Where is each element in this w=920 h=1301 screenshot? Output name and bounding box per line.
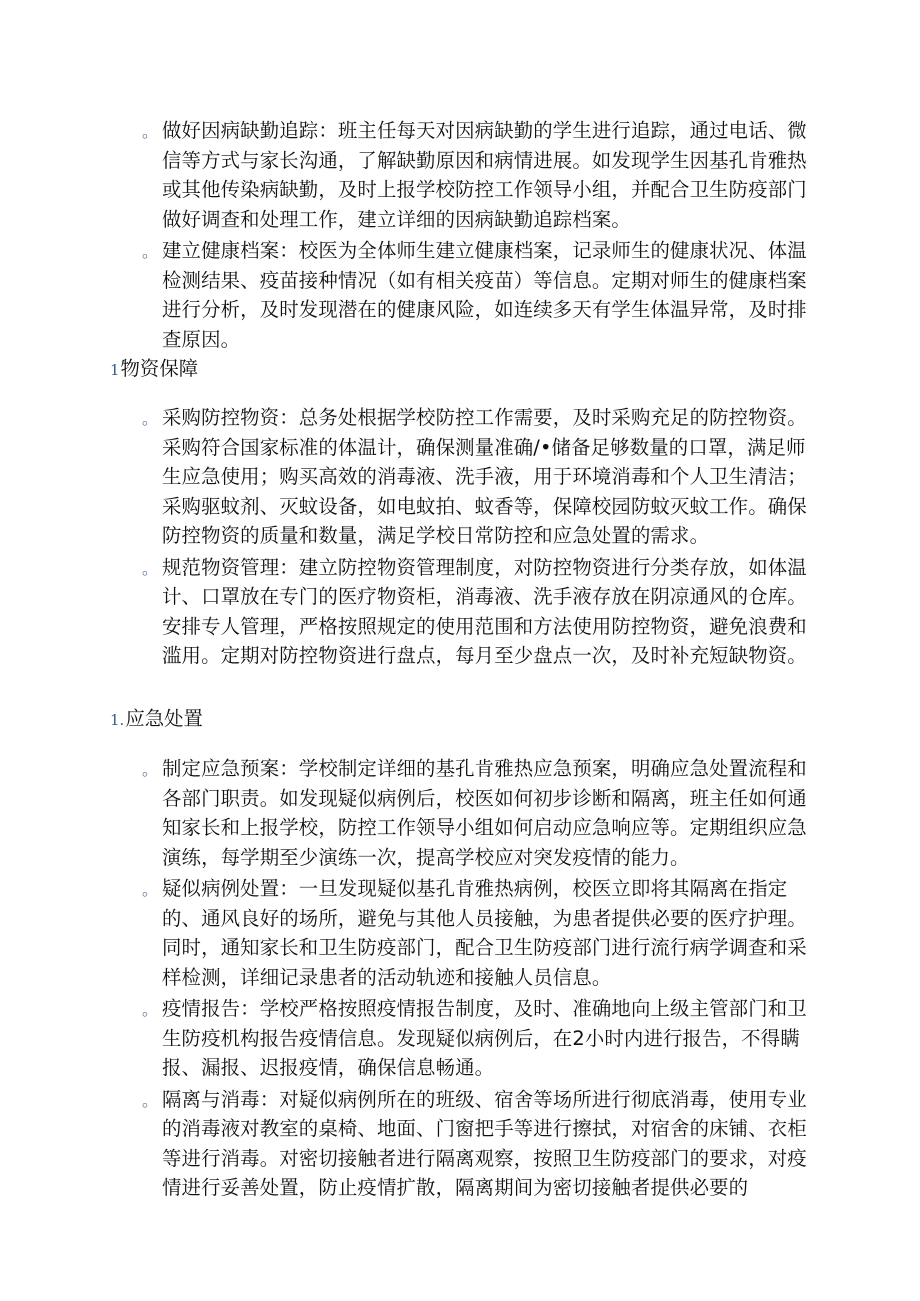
list-item-text: 建立健康档案：校医为全体师生建立健康档案，记录师生的健康状况、体温检测结果、疫苗接种情况（如有相关疫苗）等信息。定期对师生的健康档案进行分析，及时发现潜在的健康风险，如连续多天有学生体温异常，及时排查原因。 [162, 239, 807, 351]
list-item [0, 874, 920, 992]
bullet-icon: 。 [142, 880, 159, 899]
section-title: 应急处置 [125, 707, 203, 730]
emergency-bullet-list [0, 754, 920, 1203]
bullet-icon: 。 [142, 558, 159, 578]
list-item [0, 994, 920, 1083]
bullet-icon: 。 [142, 1090, 159, 1110]
list-item-text: 疑似病例处置：一旦发现疑似基孔肯雅热病例，校医立即将其隔离在指定的、通风良好的场所，避免与其他人员接触，为患者提供必要的医疗护理。同时，通知家长和卫生防疫部门，配合卫生防疫部门进行流行病学调查和采样检测，详细记录患者的活动轨迹和接触人员信息。 [162, 877, 807, 989]
bullet-icon: 。 [142, 242, 159, 261]
list-item-text: 采购防控物资：总务处根据学校防控工作需要，及时采购充足的防控物资。采购符合国家标准的体温计，确保测量准确/•储备足够数量的口罩，满足师生应急使用；购买高效的消毒液、洗手液，用于环境消毒和个人卫生清洁；采购驱蚊剂、灭蚊设备，如电蚊拍、蚊香等，保障校园防蚊灭蚊工作。确保防控物资的质量和数量，满足学校日常防控和应急处置的需求。 [162, 406, 807, 547]
bullet-icon: 。 [142, 1000, 159, 1019]
section-heading-emergency [0, 704, 920, 735]
list-item-text: 做好因病缺勤追踪：班主任每天对因病缺勤的学生进行追踪，通过电话、微信等方式与家长沟通，了解缺勤原因和病情进展。如发现学生因基孔肯雅热或其他传染病缺勤，及时上报学校防控工作领导小组，并配合卫生防疫部门做好调查和处理工作，建立详细的因病缺勤追踪档案。 [162, 119, 807, 231]
bullet-icon: 。 [142, 760, 159, 779]
list-item [0, 403, 920, 551]
bullet-icon: 。 [142, 122, 159, 141]
list-item [0, 236, 920, 354]
top-bullet-list [0, 116, 920, 354]
list-item [0, 553, 920, 671]
bullet-icon: 。 [142, 409, 159, 428]
section-heading-materials [0, 354, 920, 385]
list-item [0, 1085, 920, 1203]
materials-bullet-list [0, 403, 920, 671]
section-number: 1. [110, 711, 125, 729]
section-title: 物资保障 [120, 357, 199, 380]
list-item-text: 规范物资管理：建立防控物资管理制度，对防控物资进行分类存放，如体温计、口罩放在专门的医疗物资柜，消毒液、洗手液存放在阴凉通风的仓库。安排专人管理，严格按照规定的使用范围和方法使用防控物资，避免浪费和滥用。定期对防控物资进行盘点，每月至少盘点一次，及时补充短缺物资。 [162, 555, 807, 667]
list-item-text: 隔离与消毒：对疑似病例所在的班级、宿舍等场所进行彻底消毒，使用专业的消毒液对教室的桌椅、地面、门窗把手等进行擦拭，对宿舍的床铺、衣柜等进行消毒。对密切接触者进行隔离观察，按照卫生防疫部门的要求，对疫情进行妥善处置，防止疫情扩散，隔离期间为密切接触者提供必要的 [162, 1087, 807, 1199]
list-item-text: 制定应急预案：学校制定详细的基孔肯雅热应急预案，明确应急处置流程和各部门职责。如发现疑似病例后，校医如何初步诊断和隔离，班主任如何通知家长和上报学校，防控工作领导小组如何启动应急响应等。定期组织应急演练，每学期至少演练一次，提高学校应对突发疫情的能力。 [162, 757, 807, 869]
section-number: 1 [110, 361, 120, 379]
list-item-text: 疫情报告：学校严格按照疫情报告制度，及时、准确地向上级主管部门和卫生防疫机构报告疫情信息。发现疑似病例后，在2小时内进行报告，不得瞒报、漏报、迟报疫情，确保信息畅通。 [162, 997, 807, 1079]
list-item [0, 754, 920, 872]
list-item [0, 116, 920, 234]
